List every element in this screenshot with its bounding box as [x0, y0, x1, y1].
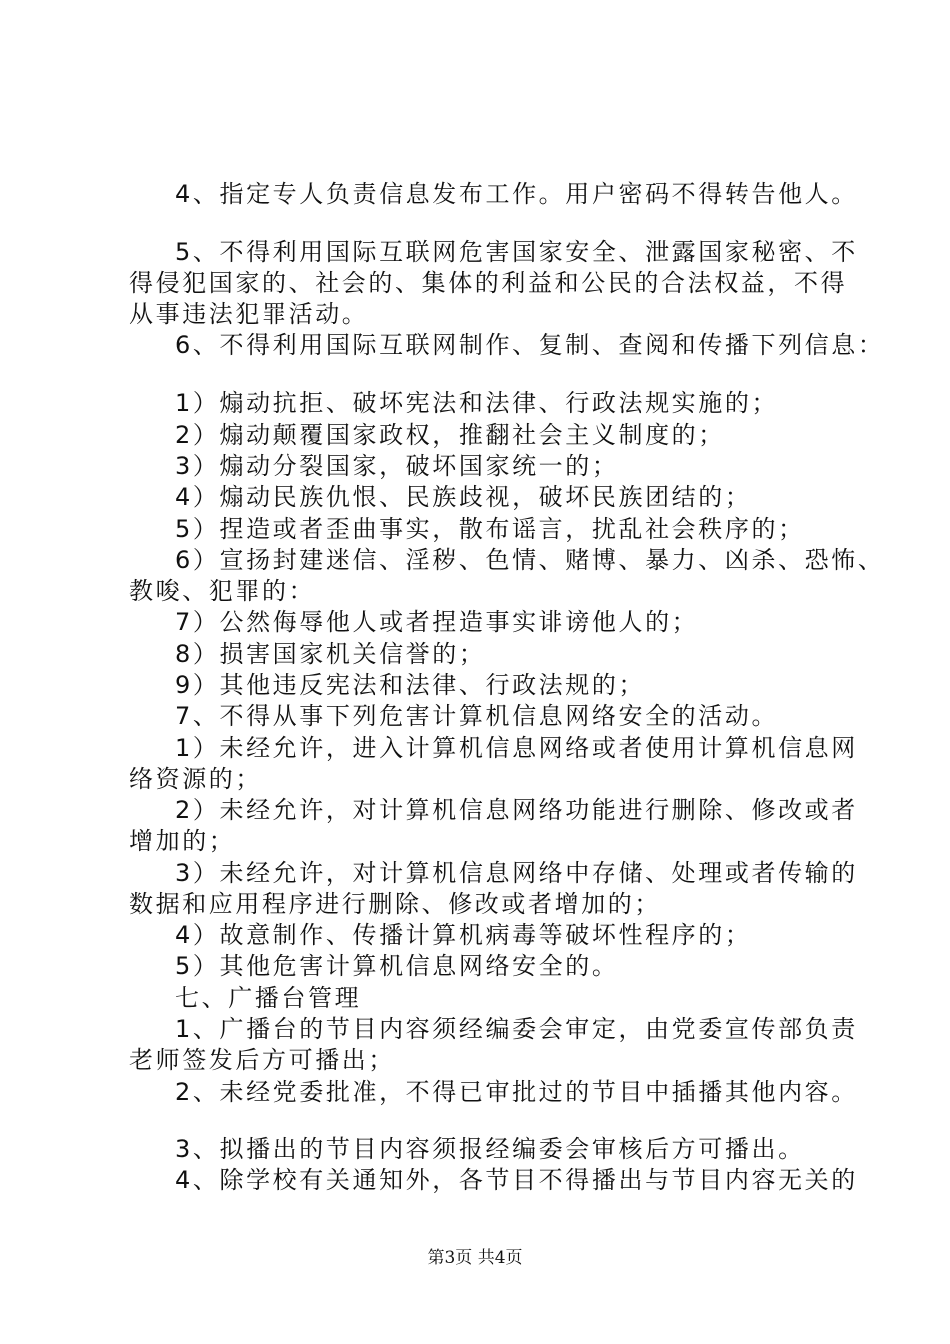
text-line: 1、广播台的节目内容须经编委会审定，由党委宣传部负责: [175, 1015, 858, 1043]
text-line: 络资源的；: [129, 765, 262, 793]
text-line: 7、不得从事下列危害计算机信息网络安全的活动。: [175, 702, 779, 730]
text-line: 数据和应用程序进行删除、修改或者增加的；: [129, 890, 661, 918]
text-line: 6、不得利用国际互联网制作、复制、查阅和传播下列信息：: [175, 331, 885, 359]
text-line: 5、不得利用国际互联网危害国家安全、泄露国家秘密、不: [175, 238, 858, 266]
text-line: 4）故意制作、传播计算机病毒等破坏性程序的；: [175, 921, 752, 949]
section-heading: 七、广播台管理: [175, 984, 362, 1012]
text-line: 9）其他违反宪法和法律、行政法规的；: [175, 671, 646, 699]
text-line: 4）煽动民族仇恨、民族歧视，破坏民族团结的；: [175, 483, 752, 511]
text-line: 5）其他危害计算机信息网络安全的。: [175, 952, 619, 980]
text-line: 8）损害国家机关信誉的；: [175, 640, 486, 668]
text-line: 2、未经党委批准，不得已审批过的节目中插播其他内容。: [175, 1078, 858, 1106]
text-line: 1）煽动抗拒、破坏宪法和法律、行政法规实施的；: [175, 389, 779, 417]
text-line: 从事违法犯罪活动。: [129, 300, 369, 328]
text-line: 老师签发后方可播出；: [129, 1046, 395, 1074]
text-line: 2）煽动颠覆国家政权，推翻社会主义制度的；: [175, 421, 725, 449]
text-line: 4、除学校有关通知外，各节目不得播出与节目内容无关的: [175, 1166, 858, 1194]
text-line: 1）未经允许，进入计算机信息网络或者使用计算机信息网: [175, 734, 858, 762]
text-line: 4、指定专人负责信息发布工作。用户密码不得转告他人。: [175, 180, 858, 208]
text-line: 3）煽动分裂国家，破坏国家统一的；: [175, 452, 619, 480]
page-number-footer: 第3页 共4页: [427, 1248, 523, 1268]
text-line: 教唆、犯罪的：: [129, 577, 316, 605]
text-line: 2）未经允许，对计算机信息网络功能进行删除、修改或者: [175, 796, 858, 824]
text-line: 6）宣扬封建迷信、淫秽、色情、赌博、暴力、凶杀、恐怖、: [175, 546, 885, 574]
text-line: 7）公然侮辱他人或者捏造事实诽谤他人的；: [175, 608, 699, 636]
text-line: 得侵犯国家的、社会的、集体的利益和公民的合法权益，不得: [129, 269, 848, 297]
text-line: 3）未经允许，对计算机信息网络中存储、处理或者传输的: [175, 859, 858, 887]
text-line: 增加的；: [129, 827, 236, 855]
text-line: 3、拟播出的节目内容须报经编委会审核后方可播出。: [175, 1135, 805, 1163]
text-line: 5）捏造或者歪曲事实，散布谣言，扰乱社会秩序的；: [175, 515, 805, 543]
